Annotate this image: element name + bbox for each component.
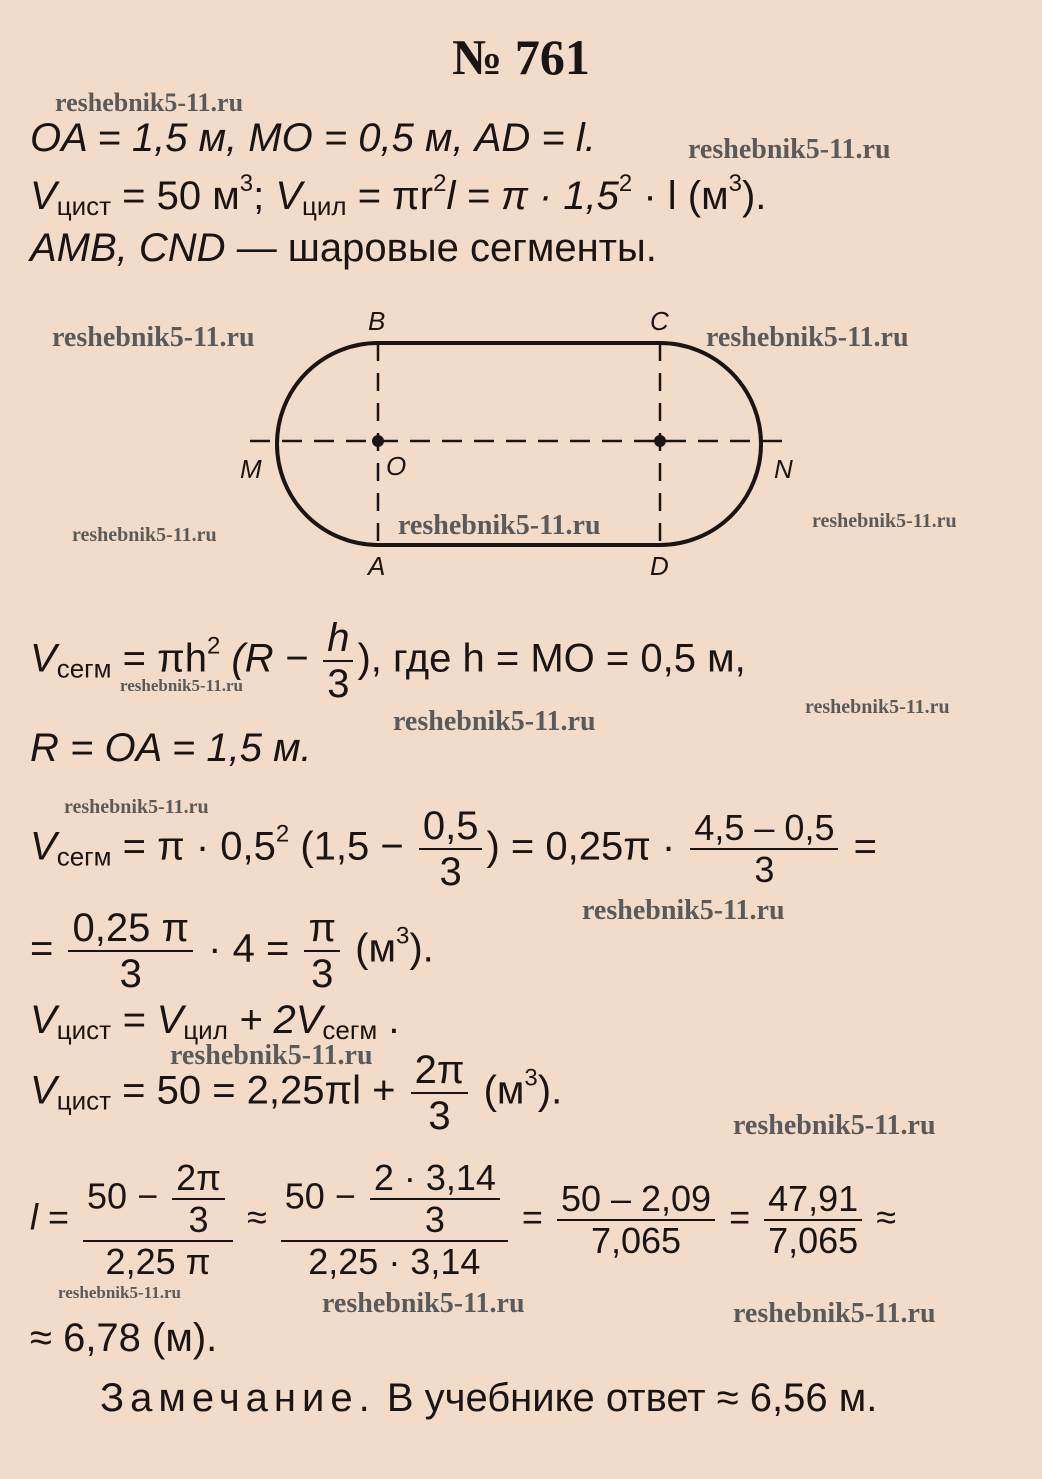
text: =	[719, 1196, 761, 1238]
denominator: 3	[424, 1199, 445, 1240]
subscript: цил	[183, 1015, 228, 1045]
subscript: сегм	[56, 841, 112, 872]
fraction	[68, 908, 193, 994]
fraction-1	[83, 1157, 233, 1282]
label-c: C	[650, 306, 669, 336]
superscript: 3	[524, 1064, 538, 1092]
denominator: 3	[754, 849, 775, 890]
numerator: 47,91	[764, 1181, 862, 1221]
segment-volume-calc	[30, 806, 877, 892]
denominator: 7,065	[768, 1220, 859, 1261]
watermark: reshebnik5-11.ru	[120, 676, 243, 695]
fraction	[419, 806, 483, 892]
watermark: reshebnik5-11.ru	[812, 510, 957, 532]
total-volume-line	[30, 1050, 562, 1136]
result-line: ≈ 6,78 (м).	[30, 1316, 218, 1360]
text: (м	[344, 926, 396, 971]
numerator	[83, 1157, 233, 1242]
text: 50 −	[284, 1175, 366, 1217]
numerator: 0,5	[419, 806, 483, 850]
label-o: O	[386, 451, 407, 481]
denominator: 3	[188, 1199, 209, 1240]
watermark: reshebnik5-11.ru	[733, 1298, 936, 1329]
text: ≈	[866, 1196, 896, 1238]
text: = 50 м	[111, 174, 240, 218]
numerator: 2π	[172, 1160, 225, 1200]
length-calculation	[30, 1157, 896, 1282]
watermark: reshebnik5-11.ru	[805, 696, 950, 718]
subscript: цист	[56, 1015, 112, 1045]
text: = 50 = 2,25πl +	[111, 1068, 407, 1113]
given-mo: MO = 0,5 м,	[248, 116, 464, 160]
label-a: A	[368, 551, 386, 581]
text: = π · 0,5	[111, 824, 276, 869]
label-n: N	[774, 454, 793, 484]
subscript: сегм	[56, 653, 112, 684]
fraction	[304, 908, 340, 994]
fraction-3	[557, 1178, 715, 1261]
symbol-v: V	[275, 174, 302, 218]
label-b: B	[368, 306, 386, 336]
text: + 2V	[227, 998, 323, 1042]
symbol-v: V	[30, 636, 57, 681]
denominator: 3	[119, 952, 142, 996]
text: =	[511, 1196, 553, 1238]
symbol-v: V	[30, 824, 57, 869]
fraction-h-3	[323, 618, 353, 704]
text: (1,5 −	[289, 824, 415, 869]
watermark: reshebnik5-11.ru	[170, 1040, 373, 1071]
subscript: цист	[56, 1085, 112, 1116]
subscript: сегм	[322, 1015, 378, 1045]
text: — шаровые сегменты.	[225, 226, 657, 270]
numerator: 0,25 π	[68, 908, 193, 952]
given-oa: OA = 1,5 м,	[30, 116, 238, 160]
watermark: reshebnik5-11.ru	[55, 88, 244, 117]
label-m: M	[240, 454, 262, 484]
text: =	[842, 824, 877, 869]
symbol-v: V	[30, 998, 57, 1042]
denominator: 3	[439, 850, 462, 894]
denominator: 2,25 · 3,14	[308, 1241, 481, 1282]
given-ad: AD = l.	[474, 116, 596, 160]
superscript: 2	[433, 170, 447, 197]
inner-fraction	[370, 1157, 500, 1240]
text: ).	[741, 174, 767, 218]
superscript: 3	[239, 170, 254, 197]
symbol-l: l	[30, 1196, 38, 1238]
note-label: Замечание.	[100, 1376, 376, 1420]
denominator: 3	[311, 952, 334, 996]
numerator	[281, 1157, 508, 1242]
superscript: 3	[728, 170, 742, 197]
watermark: reshebnik5-11.ru	[706, 322, 909, 353]
subscript: цист	[56, 191, 112, 221]
tank-outline	[277, 343, 761, 545]
text: l = π · 1,5	[446, 174, 619, 218]
text: ;	[253, 174, 276, 218]
sum-formula	[30, 1000, 399, 1043]
numerator: 50 – 2,09	[557, 1181, 715, 1221]
text: .	[377, 998, 400, 1042]
text: · l (м	[632, 174, 729, 218]
denominator: 3	[428, 1094, 451, 1138]
superscript: 2	[206, 632, 221, 660]
superscript: 3	[395, 922, 410, 950]
label-d: D	[650, 551, 669, 581]
text: ≈	[236, 1196, 277, 1238]
segment-volume-result	[30, 908, 434, 994]
note-line	[100, 1378, 877, 1418]
text: = πr	[346, 174, 434, 218]
point-o	[372, 435, 384, 447]
denominator: 3	[327, 662, 350, 706]
numerator: 2 · 3,14	[370, 1160, 500, 1200]
watermark: reshebnik5-11.ru	[398, 510, 601, 541]
watermark: reshebnik5-11.ru	[688, 134, 891, 165]
watermark: reshebnik5-11.ru	[582, 895, 785, 926]
segment-names: AMB, CND	[30, 226, 226, 270]
symbol-v: V	[30, 1068, 57, 1113]
tank-diagram	[0, 0, 1042, 600]
watermark: reshebnik5-11.ru	[58, 1283, 181, 1302]
segment-volume-formula	[30, 618, 746, 704]
denominator: 2,25 π	[105, 1241, 211, 1282]
inner-fraction	[172, 1157, 225, 1240]
numerator: h	[323, 618, 353, 662]
text: (R −	[220, 636, 320, 681]
fraction-2	[281, 1157, 508, 1282]
text: =	[38, 1196, 80, 1238]
text: ), где h = MO = 0,5 м,	[357, 636, 746, 681]
fraction	[411, 1050, 469, 1136]
text: ).	[409, 926, 434, 971]
radius-line: R = OA = 1,5 м.	[30, 726, 312, 770]
text: 50 −	[87, 1175, 169, 1217]
text: (м	[472, 1068, 525, 1113]
subscript: цил	[302, 191, 347, 221]
watermark: reshebnik5-11.ru	[733, 1110, 936, 1141]
text: ) = 0,25π ·	[486, 824, 687, 869]
text: = πh	[111, 636, 207, 681]
denominator: 7,065	[590, 1220, 682, 1261]
symbol-v: V	[30, 174, 57, 218]
watermark: reshebnik5-11.ru	[72, 524, 217, 546]
text: = V	[111, 998, 184, 1042]
watermark: reshebnik5-11.ru	[64, 796, 209, 818]
point-center-2	[654, 435, 666, 447]
numerator: 2π	[411, 1050, 469, 1094]
numerator: π	[304, 908, 340, 952]
superscript: 2	[275, 820, 290, 848]
note-text: В учебнике ответ ≈ 6,56 м.	[375, 1376, 878, 1420]
numerator: 4,5 – 0,5	[690, 810, 838, 850]
text: · 4 =	[197, 926, 301, 971]
text: =	[30, 926, 65, 971]
problem-number: № 761	[452, 29, 590, 85]
fraction-4	[764, 1178, 862, 1261]
watermark: reshebnik5-11.ru	[52, 322, 255, 353]
text: ).	[537, 1068, 563, 1113]
watermark: reshebnik5-11.ru	[322, 1288, 525, 1319]
fraction	[690, 807, 838, 890]
watermark: reshebnik5-11.ru	[393, 706, 596, 737]
superscript: 2	[618, 170, 633, 197]
